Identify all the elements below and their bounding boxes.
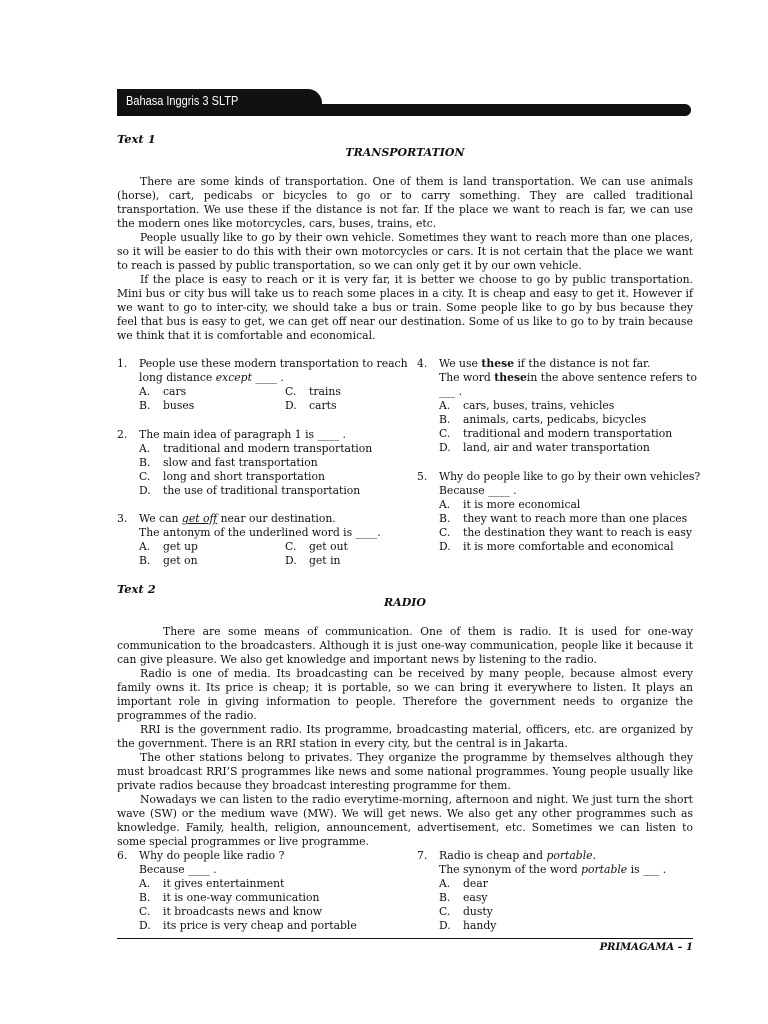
option-a: A. it gives entertainment <box>139 877 285 890</box>
option-c: C. traditional and modern transportation <box>439 427 673 440</box>
text1-label: Text 1 <box>117 132 156 146</box>
option-letter: B. <box>139 554 151 567</box>
text2-paragraph-1: There are some means of communication. One of them is radio. It is used for one-way communication to the broadcasters. Although it is just one-way communication, people like it because it can give pleasure. We also get knowledge and important news by listening to the radio. <box>117 625 693 666</box>
question-2 <box>117 428 407 500</box>
option-text: get in <box>309 554 341 567</box>
text1-paragraph-2: People usually like to go by their own vehicle. Sometimes they want to reach more than one places, so it will be easier to do this with their own motorcycles or cars. It is not certain that the place we want to reach is passed by public transportation, so we can only get it by our own vehicle. <box>117 231 693 272</box>
option-letter: D. <box>285 399 297 412</box>
question-5 <box>417 470 701 556</box>
text2-label: Text 2 <box>117 582 156 596</box>
option-text: buses <box>163 399 195 412</box>
question-4 <box>417 357 697 457</box>
option-b: B. animals, carts, pedicabs, bicycles <box>439 413 647 426</box>
option-c: C. dusty <box>439 905 493 918</box>
options-row <box>139 399 407 413</box>
text2-paragraph-4: The other stations belong to privates. They organize the programme by themselves although they must broadcast RRI’S programmes like news and some national programmes. Young people usually like private radios because they broadcast interesting programme for them. <box>117 751 693 792</box>
option-c: C. the destination they want to reach is easy <box>439 526 693 539</box>
question-text: People use these modern transportation to reach <box>139 357 408 370</box>
options-row <box>139 554 407 568</box>
option-text: cars <box>163 385 187 398</box>
question-text: long distance except ____ . <box>139 371 284 384</box>
text2-body <box>117 625 693 849</box>
option-d: D. handy <box>439 919 497 932</box>
question-3 <box>117 512 407 572</box>
text1-paragraph-3: If the place is easy to reach or it is very far, it is better we choose to go by public transportation. Mini bus or city bus will take us to reach some places in a city. It is cheap and easy to get it. However if we want to go to inter-city, we should take a bus or train. Some people like to go by bus because they feel that bus is easy to get, we can get off near our destination. Some of us like to go to by train because we think that it is comfortable and economical. <box>117 273 693 342</box>
text1-paragraph-1: There are some kinds of transportation. One of them is land transportation. We can use animals (horse), cart, pedicabs or bicycles to go or to carry something. They are called traditional transportation. We use these if the distance is not far. If the place we want to reach is far, we can use the modern ones like motorcycles, cars, buses, trains, etc. <box>117 175 693 230</box>
options-row <box>139 540 407 554</box>
question-text: Why do people like to go by their own vehicles? <box>439 470 701 483</box>
question-7 <box>417 849 693 935</box>
option-letter: A. <box>139 540 151 553</box>
question-text: We can get off near our destination. <box>139 512 336 525</box>
question-text: We use these if the distance is not far. <box>439 357 651 370</box>
question-number: 4. <box>417 357 428 370</box>
text1-body <box>117 175 693 343</box>
option-text: get on <box>163 554 198 567</box>
footer-page-label: PRIMAGAMA – 1 <box>599 942 693 953</box>
question-text: The main idea of paragraph 1 is ____ . <box>139 428 346 441</box>
question-number: 1. <box>117 357 128 370</box>
option-c: C. long and short transportation <box>139 470 325 483</box>
option-a: A. traditional and modern transportation <box>139 442 373 455</box>
option-a: A. cars, buses, trains, vehicles <box>439 399 615 412</box>
question-text: The synonym of the word portable is ___ . <box>439 863 667 876</box>
question-number: 6. <box>117 849 128 862</box>
option-letter: C. <box>285 385 297 398</box>
text2-paragraph-5: Nowadays we can listen to the radio everytime-morning, afternoon and night. We just turn the short wave (SW) or the medium wave (MW). We will get news. We also get any other programmes such as knowledge. Family, health, religion, announcement, advertisement, etc. Sometimes we can listen to some special programmes or live programme. <box>117 793 693 848</box>
option-letter: A. <box>139 385 151 398</box>
text1-title: TRANSPORTATION <box>345 146 465 159</box>
text2-paragraph-3: RRI is the government radio. Its programme, broadcasting material, officers, etc. are organized by the government. There is an RRI station in every city, but the central is in Jakarta. <box>117 723 693 750</box>
option-text: trains <box>309 385 341 398</box>
option-a: A. dear <box>439 877 488 890</box>
question-number: 5. <box>417 470 428 483</box>
question-6 <box>117 849 407 935</box>
question-text: ___ . <box>439 385 463 398</box>
option-text: get up <box>163 540 198 553</box>
text2-title: RADIO <box>384 596 426 609</box>
option-letter: B. <box>139 399 151 412</box>
option-text: get out <box>309 540 348 553</box>
option-b: B. they want to reach more than one places <box>439 512 688 525</box>
option-b: B. it is one-way communication <box>139 891 320 904</box>
option-d: D. it is more comfortable and economical <box>439 540 674 553</box>
option-b: B. slow and fast transportation <box>139 456 318 469</box>
option-text: carts <box>309 399 337 412</box>
question-text: Radio is cheap and portable. <box>439 849 596 862</box>
option-d: D. the use of traditional transportation <box>139 484 361 497</box>
option-b: B. easy <box>439 891 488 904</box>
text2-paragraph-2: Radio is one of media. Its broadcasting can be received by many people, because almost every family owns it. Its price is cheap; it is portable, so we can bring it everywhere to listen. It plays an important role in giving information to people. Therefore the government needs to organize the programmes of the radio. <box>117 667 693 722</box>
question-text: The antonym of the underlined word is ____. <box>139 526 381 539</box>
options-row <box>139 385 407 399</box>
option-d: D. land, air and water transportation <box>439 441 650 454</box>
question-text: Because ____ . <box>439 484 517 497</box>
question-1 <box>117 357 407 417</box>
question-text: The word these in the above sentence refers to <box>439 371 697 384</box>
question-number: 2. <box>117 428 128 441</box>
question-number: 7. <box>417 849 428 862</box>
question-text: Because ____ . <box>139 863 217 876</box>
option-a: A. it is more economical <box>439 498 581 511</box>
header-title: Bahasa Inggris 3 SLTP <box>126 94 239 108</box>
option-letter: D. <box>285 554 297 567</box>
footer-divider <box>117 938 693 939</box>
option-c: C. it broadcasts news and know <box>139 905 323 918</box>
option-letter: C. <box>285 540 297 553</box>
question-number: 3. <box>117 512 128 525</box>
question-text: Why do people like radio ? <box>139 849 285 862</box>
option-d: D. its price is very cheap and portable <box>139 919 357 932</box>
